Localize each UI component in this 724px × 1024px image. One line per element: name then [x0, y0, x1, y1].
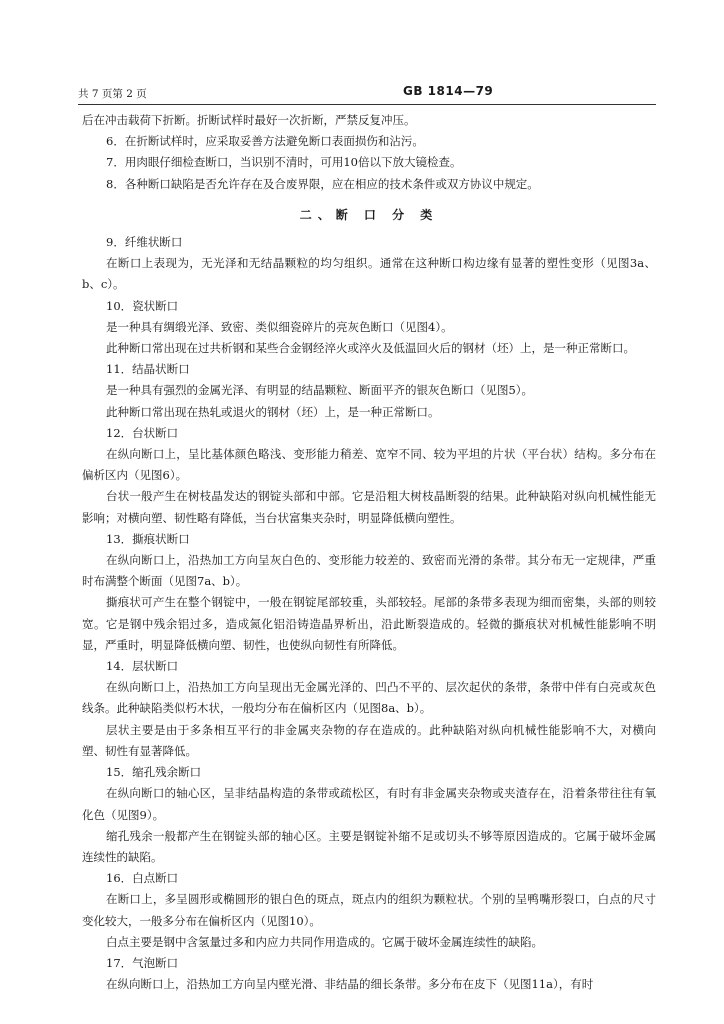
section-title: 二、断 口 分 类 — [299, 207, 439, 222]
item-paragraph: 在断口上表现为，无光泽和无结晶颗粒的均匀组织。通常在这种断口构边缘有显著的塑性变形（见图3a、b、c）。 — [82, 256, 656, 292]
item-heading: 17．气泡断口 — [106, 955, 179, 970]
standard-code: GB 1814—79 — [403, 84, 494, 98]
item-paragraph: 在纵向断口上，沿热加工方向呈灰白色的、变形能力较差的、致密而光滑的条带。其分布无一定规律，严重时布满整个断面（见图7a、b）。 — [82, 553, 656, 589]
intro-line: 后在冲击载荷下折断。折断试样时最好一次折断，严禁反复冲压。 — [82, 113, 416, 127]
intro-line: 6．在折断试样时，应采取妥善方法避免断口表面损伤和沾污。 — [106, 134, 424, 149]
item-heading: 13．撕痕状断口 — [106, 531, 190, 546]
item-paragraph: 此种断口常出现在过共析钢和某些合金钢经淬火或淬火及低温回火后的钢材（坯）上，是一种正常断口。 — [106, 341, 635, 356]
item-paragraph: 白点主要是钢中含氢量过多和内应力共同作用造成的。它属于破坏金属连续性的缺陷。 — [106, 934, 543, 949]
item-heading: 15．缩孔残余断口 — [106, 765, 202, 780]
intro-line: 8．各种断口缺陷是否允许存在及合废界限，应在相应的技术条件或双方协议中规定。 — [106, 176, 539, 191]
item-heading: 11．结晶状断口 — [106, 362, 190, 377]
item-paragraph: 缩孔残余一般都产生在钢锭头部的轴心区。主要是钢锭补缩不足或切头不够等原因造成的。它属于破坏金属连续性的缺陷。 — [82, 828, 656, 864]
page-info: 共 7 页第 2 页 — [78, 88, 147, 100]
intro-line: 7．用肉眼仔细检查断口，当识别不清时，可用10倍以下放大镜检查。 — [106, 155, 462, 170]
item-paragraph: 在纵向断口的轴心区，呈非结晶构造的条带或疏松区，有时有非金属夹杂物或夹渣存在，沿着条带往往有氧化色（见图9）。 — [82, 786, 656, 822]
header-rule — [78, 104, 656, 105]
item-paragraph: 是一种具有强烈的金属光泽、有明显的结晶颗粒、断面平齐的银灰色断口（见图5）。 — [106, 383, 534, 398]
page-header — [78, 84, 656, 102]
item-paragraph: 在断口上，多呈圆形或椭圆形的银白色的斑点，斑点内的组织为颗粒状。个别的呈鸭嘴形裂口，白点的尺寸变化较大，一般多分布在偏析区内（见图10）。 — [82, 892, 656, 928]
item-paragraph: 在纵向断口上，沿热加工方向呈内壁光滑、非结晶的细长条带。多分布在皮下（见图11a），有时 — [106, 977, 594, 992]
item-paragraph: 撕痕状可产生在整个钢锭中，一般在钢锭尾部较重，头部较轻。尾部的条带多表现为细而密集，头部的则较宽。它是钢中残余铝过多，造成氮化铝沿铸造晶界析出，沿此断裂造成的。轻微的撕痕状对机械性能影响不明显，严重时，明显降低横向塑、韧性，也使纵向韧性有所降低。 — [82, 595, 656, 652]
item-heading: 12．台状断口 — [106, 425, 179, 440]
document-body — [82, 110, 656, 995]
item-heading: 14．层状断口 — [106, 659, 179, 674]
item-paragraph: 是一种具有绸缎光泽、致密、类似细瓷碎片的亮灰色断口（见图4）。 — [106, 319, 453, 334]
item-heading: 10．瓷状断口 — [106, 298, 179, 313]
item-paragraph: 在纵向断口上，呈比基体颜色略浅、变形能力稍差、宽窄不同、较为平坦的片状（平台状）结构。多分布在偏析区内（见图6）。 — [82, 447, 656, 483]
item-paragraph: 层状主要是由于多条相互平行的非金属夹杂物的存在造成的。此种缺陷对纵向机械性能影响不大，对横向塑、韧性有显著降低。 — [82, 722, 656, 758]
item-heading: 16．白点断口 — [106, 871, 179, 886]
item-list — [82, 232, 656, 995]
item-heading: 9．纤维状断口 — [106, 235, 183, 250]
item-paragraph: 台状一般产生在树枝晶发达的钢锭头部和中部。它是沿粗大树枝晶断裂的结果。此种缺陷对纵向机械性能无影响；对横向塑、韧性略有降低，当台状富集夹杂时，明显降低横向塑性。 — [82, 489, 656, 525]
item-paragraph: 此种断口常出现在热轧或退火的钢材（坯）上，是一种正常断口。 — [106, 404, 440, 419]
item-paragraph: 在纵向断口上，沿热加工方向呈现出无金属光泽的、凹凸不平的、层次起伏的条带，条带中伴有白亮或灰色线条。此种缺陷类似朽木状，一般均分布在偏析区内（见图8a、b）。 — [82, 680, 656, 716]
